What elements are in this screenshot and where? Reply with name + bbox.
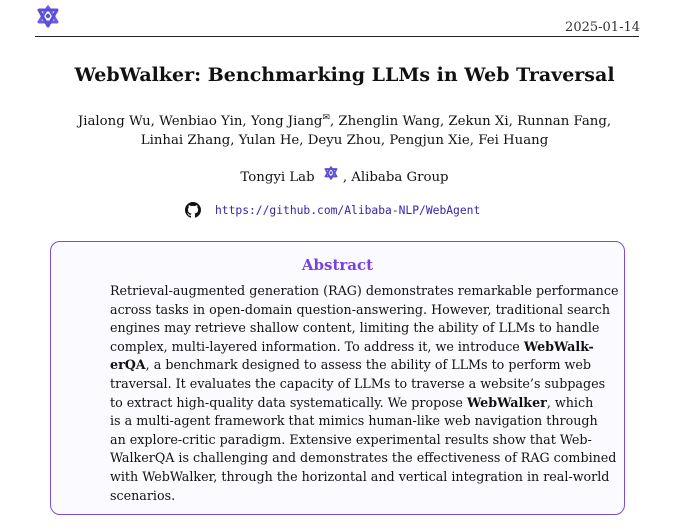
github-url-link[interactable]: https://github.com/Alibaba-NLP/WebAgent: [215, 203, 481, 217]
tongyi-logo-small-icon: [322, 166, 340, 182]
abstract-box: [50, 241, 625, 515]
tongyi-logo-icon: [34, 5, 62, 31]
paper-title: WebWalker: Benchmarking LLMs in Web Traversal: [74, 64, 615, 86]
authors-line1-b: , Zhenglin Wang, Zekun Xi, Runnan Fang,: [329, 114, 612, 129]
abstract-heading: Abstract: [301, 256, 374, 274]
affiliation-alibaba: , Alibaba Group: [342, 170, 449, 185]
header-rule: [35, 36, 639, 37]
abstract-line: across tasks in open-domain question-answering. However, traditional search: [110, 301, 611, 317]
affiliation-tongyi: Tongyi Lab: [240, 170, 315, 185]
affiliation: [0, 166, 689, 187]
authors-line2: Linhai Zhang, Yulan He, Deyu Zhou, Pengjun Xie, Fei Huang: [140, 133, 549, 148]
abstract-line: [110, 338, 594, 357]
abstract-line: traversal. It evaluates the capacity of LLMs to traverse a website’s subpages: [110, 375, 606, 391]
abstract-line-text: complex, multi-layered information. To address it, we introduce: [110, 338, 524, 354]
abstract-line: scenarios.: [110, 487, 176, 503]
framework-name: WebWalker: [466, 394, 547, 410]
corresponding-author-mail-icon: ✉: [322, 112, 330, 123]
abstract-line: with WebWalker, through the horizontal and vertical integration in real-world: [110, 468, 610, 484]
abstract-line: engines may retrieve shallow content, limiting the ability of LLMs to handle: [110, 320, 600, 336]
abstract-line-text: to extract high-quality data systematically. We propose: [110, 394, 467, 410]
abstract-line: is a multi-agent framework that mimics human-like web navigation through: [110, 413, 598, 429]
abstract-text: [110, 282, 619, 505]
github-icon: [185, 202, 201, 218]
author-list: [60, 112, 629, 150]
abstract-line: an explore-critic paradigm. Extensive experimental results show that Web-: [110, 431, 592, 447]
abstract-line-text: , a benchmark designed to assess the ability of LLMs to perform web: [145, 357, 591, 373]
publication-date: 2025-01-14: [565, 20, 640, 35]
abstract-line-text: , which: [546, 394, 594, 410]
benchmark-name-part1: WebWalk-: [523, 338, 594, 354]
benchmark-name-part2: erQA: [110, 357, 146, 373]
github-link-row: [185, 201, 480, 219]
authors-line1-a: Jialong Wu, Wenbiao Yin, Yong Jiang: [77, 114, 323, 129]
abstract-line: [110, 394, 594, 413]
abstract-line: WalkerQA is challenging and demonstrates the effectiveness of RAG combined: [110, 450, 617, 466]
abstract-line: Retrieval-augmented generation (RAG) demonstrates remarkable performance: [110, 283, 619, 298]
abstract-line: [110, 356, 591, 375]
